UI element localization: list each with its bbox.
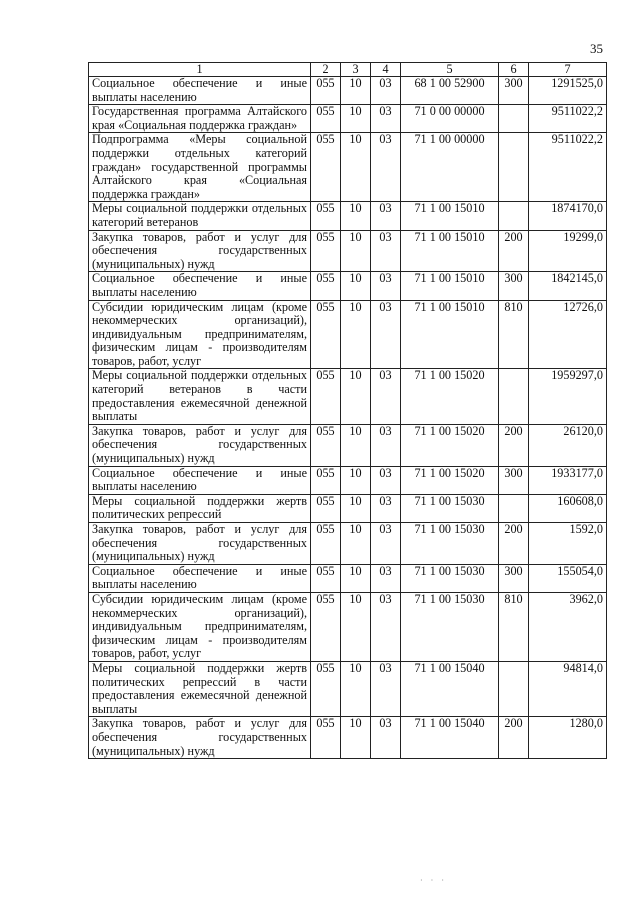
- table-row: [89, 564, 607, 592]
- scan-specks: · · ·: [420, 876, 447, 885]
- row-name-cell: Подпрограмма «Меры социальной поддержки отдельных категорий граждан» государственной программы Алтайского края «Социальная поддержка граждан»: [89, 133, 311, 202]
- row-target-article-cell: 71 1 00 00000: [401, 133, 499, 202]
- row-target-article-cell: 71 1 00 15010: [401, 300, 499, 369]
- row-section-cell: 10: [341, 523, 371, 565]
- table-row: [89, 466, 607, 494]
- row-subsection-cell: 03: [371, 424, 401, 466]
- row-amount-cell: 1959297,0: [529, 369, 607, 424]
- table-row: [89, 272, 607, 300]
- row-target-article-cell: 71 1 00 15030: [401, 564, 499, 592]
- row-target-article-cell: 68 1 00 52900: [401, 77, 499, 105]
- row-name-cell: Меры социальной поддержки жертв политических репрессий: [89, 494, 311, 522]
- row-amount-cell: 12726,0: [529, 300, 607, 369]
- row-expense-type-cell: [499, 133, 529, 202]
- row-expense-type-cell: 200: [499, 523, 529, 565]
- row-name-cell: Закупка товаров, работ и услуг для обеспечения государственных (муниципальных) нужд: [89, 717, 311, 759]
- row-section-cell: 10: [341, 202, 371, 230]
- row-expense-type-cell: 300: [499, 272, 529, 300]
- row-target-article-cell: 71 1 00 15020: [401, 466, 499, 494]
- row-amount-cell: 1933177,0: [529, 466, 607, 494]
- row-amount-cell: 26120,0: [529, 424, 607, 466]
- row-section-cell: 10: [341, 424, 371, 466]
- row-subsection-cell: 03: [371, 272, 401, 300]
- header-col-7: 7: [529, 63, 607, 77]
- row-admin-code-cell: 055: [311, 466, 341, 494]
- row-name-cell: Меры социальной поддержки отдельных категорий ветеранов: [89, 202, 311, 230]
- row-target-article-cell: 71 1 00 15010: [401, 230, 499, 272]
- row-section-cell: 10: [341, 105, 371, 133]
- row-subsection-cell: 03: [371, 717, 401, 759]
- row-amount-cell: 19299,0: [529, 230, 607, 272]
- table-body: [89, 77, 607, 759]
- row-expense-type-cell: 200: [499, 424, 529, 466]
- row-section-cell: 10: [341, 272, 371, 300]
- row-expense-type-cell: [499, 202, 529, 230]
- row-amount-cell: 160608,0: [529, 494, 607, 522]
- row-expense-type-cell: 200: [499, 230, 529, 272]
- table-row: [89, 77, 607, 105]
- row-admin-code-cell: 055: [311, 592, 341, 661]
- row-expense-type-cell: 300: [499, 77, 529, 105]
- header-col-1: 1: [89, 63, 311, 77]
- header-col-2: 2: [311, 63, 341, 77]
- row-expense-type-cell: 200: [499, 717, 529, 759]
- budget-table: [88, 62, 607, 759]
- page-number: 35: [590, 41, 603, 56]
- row-target-article-cell: 71 1 00 15020: [401, 424, 499, 466]
- row-amount-cell: 3962,0: [529, 592, 607, 661]
- row-name-cell: Государственная программа Алтайского края «Социальная поддержка граждан»: [89, 105, 311, 133]
- row-name-cell: Социальное обеспечение и иные выплаты населению: [89, 466, 311, 494]
- row-subsection-cell: 03: [371, 523, 401, 565]
- row-target-article-cell: 71 1 00 15030: [401, 494, 499, 522]
- header-col-3: 3: [341, 63, 371, 77]
- row-name-cell: Закупка товаров, работ и услуг для обеспечения государственных (муниципальных) нужд: [89, 523, 311, 565]
- row-name-cell: Субсидии юридическим лицам (кроме некоммерческих организаций), индивидуальным предпринимателям, физическим лицам - производителям товаров, работ, услуг: [89, 592, 311, 661]
- row-name-cell: Субсидии юридическим лицам (кроме некоммерческих организаций), индивидуальным предпринимателям, физическим лицам - производителям товаров, работ, услуг: [89, 300, 311, 369]
- row-target-article-cell: 71 1 00 15010: [401, 202, 499, 230]
- row-expense-type-cell: 300: [499, 564, 529, 592]
- row-section-cell: 10: [341, 369, 371, 424]
- row-amount-cell: 9511022,2: [529, 133, 607, 202]
- row-admin-code-cell: 055: [311, 424, 341, 466]
- row-target-article-cell: 71 1 00 15020: [401, 369, 499, 424]
- row-admin-code-cell: 055: [311, 105, 341, 133]
- table-row: [89, 202, 607, 230]
- table-row: [89, 230, 607, 272]
- row-target-article-cell: 71 1 00 15030: [401, 592, 499, 661]
- row-section-cell: 10: [341, 77, 371, 105]
- row-subsection-cell: 03: [371, 133, 401, 202]
- row-admin-code-cell: 055: [311, 133, 341, 202]
- row-expense-type-cell: 810: [499, 300, 529, 369]
- row-subsection-cell: 03: [371, 661, 401, 716]
- row-target-article-cell: 71 1 00 15040: [401, 661, 499, 716]
- row-amount-cell: 1874170,0: [529, 202, 607, 230]
- row-subsection-cell: 03: [371, 564, 401, 592]
- row-section-cell: 10: [341, 661, 371, 716]
- row-section-cell: 10: [341, 717, 371, 759]
- row-amount-cell: 155054,0: [529, 564, 607, 592]
- row-amount-cell: 1842145,0: [529, 272, 607, 300]
- table-row: [89, 661, 607, 716]
- row-name-cell: Социальное обеспечение и иные выплаты населению: [89, 77, 311, 105]
- row-amount-cell: 94814,0: [529, 661, 607, 716]
- row-expense-type-cell: [499, 369, 529, 424]
- row-target-article-cell: 71 1 00 15040: [401, 717, 499, 759]
- row-name-cell: Социальное обеспечение и иные выплаты населению: [89, 272, 311, 300]
- row-admin-code-cell: 055: [311, 369, 341, 424]
- header-row: [89, 63, 607, 77]
- row-name-cell: Социальное обеспечение и иные выплаты населению: [89, 564, 311, 592]
- row-subsection-cell: 03: [371, 77, 401, 105]
- row-admin-code-cell: 055: [311, 230, 341, 272]
- table-row: [89, 105, 607, 133]
- table-row: [89, 133, 607, 202]
- row-section-cell: 10: [341, 494, 371, 522]
- row-section-cell: 10: [341, 564, 371, 592]
- row-admin-code-cell: 055: [311, 272, 341, 300]
- row-expense-type-cell: [499, 105, 529, 133]
- row-target-article-cell: 71 1 00 15030: [401, 523, 499, 565]
- row-section-cell: 10: [341, 133, 371, 202]
- row-admin-code-cell: 055: [311, 300, 341, 369]
- row-section-cell: 10: [341, 300, 371, 369]
- row-admin-code-cell: 055: [311, 564, 341, 592]
- table-row: [89, 424, 607, 466]
- row-expense-type-cell: [499, 661, 529, 716]
- row-expense-type-cell: [499, 494, 529, 522]
- row-expense-type-cell: 300: [499, 466, 529, 494]
- row-section-cell: 10: [341, 592, 371, 661]
- row-subsection-cell: 03: [371, 230, 401, 272]
- row-admin-code-cell: 055: [311, 717, 341, 759]
- table-row: [89, 494, 607, 522]
- row-subsection-cell: 03: [371, 105, 401, 133]
- row-subsection-cell: 03: [371, 494, 401, 522]
- table-row: [89, 523, 607, 565]
- row-admin-code-cell: 055: [311, 494, 341, 522]
- row-subsection-cell: 03: [371, 202, 401, 230]
- row-admin-code-cell: 055: [311, 661, 341, 716]
- row-section-cell: 10: [341, 466, 371, 494]
- row-name-cell: Меры социальной поддержки жертв политических репрессий в части предоставления ежемесячной денежной выплаты: [89, 661, 311, 716]
- row-target-article-cell: 71 0 00 00000: [401, 105, 499, 133]
- row-amount-cell: 9511022,2: [529, 105, 607, 133]
- table-row: [89, 717, 607, 759]
- row-subsection-cell: 03: [371, 369, 401, 424]
- row-admin-code-cell: 055: [311, 202, 341, 230]
- row-admin-code-cell: 055: [311, 77, 341, 105]
- row-amount-cell: 1592,0: [529, 523, 607, 565]
- row-amount-cell: 1291525,0: [529, 77, 607, 105]
- table-row: [89, 300, 607, 369]
- row-amount-cell: 1280,0: [529, 717, 607, 759]
- row-section-cell: 10: [341, 230, 371, 272]
- row-name-cell: Закупка товаров, работ и услуг для обеспечения государственных (муниципальных) нужд: [89, 230, 311, 272]
- row-subsection-cell: 03: [371, 300, 401, 369]
- row-subsection-cell: 03: [371, 592, 401, 661]
- table-row: [89, 592, 607, 661]
- row-target-article-cell: 71 1 00 15010: [401, 272, 499, 300]
- table-row: [89, 369, 607, 424]
- header-col-4: 4: [371, 63, 401, 77]
- table-header: [89, 63, 607, 77]
- header-col-5: 5: [401, 63, 499, 77]
- row-name-cell: Меры социальной поддержки отдельных категорий ветеранов в части предоставления ежемесячной денежной выплаты: [89, 369, 311, 424]
- header-col-6: 6: [499, 63, 529, 77]
- row-admin-code-cell: 055: [311, 523, 341, 565]
- row-expense-type-cell: 810: [499, 592, 529, 661]
- row-name-cell: Закупка товаров, работ и услуг для обеспечения государственных (муниципальных) нужд: [89, 424, 311, 466]
- row-subsection-cell: 03: [371, 466, 401, 494]
